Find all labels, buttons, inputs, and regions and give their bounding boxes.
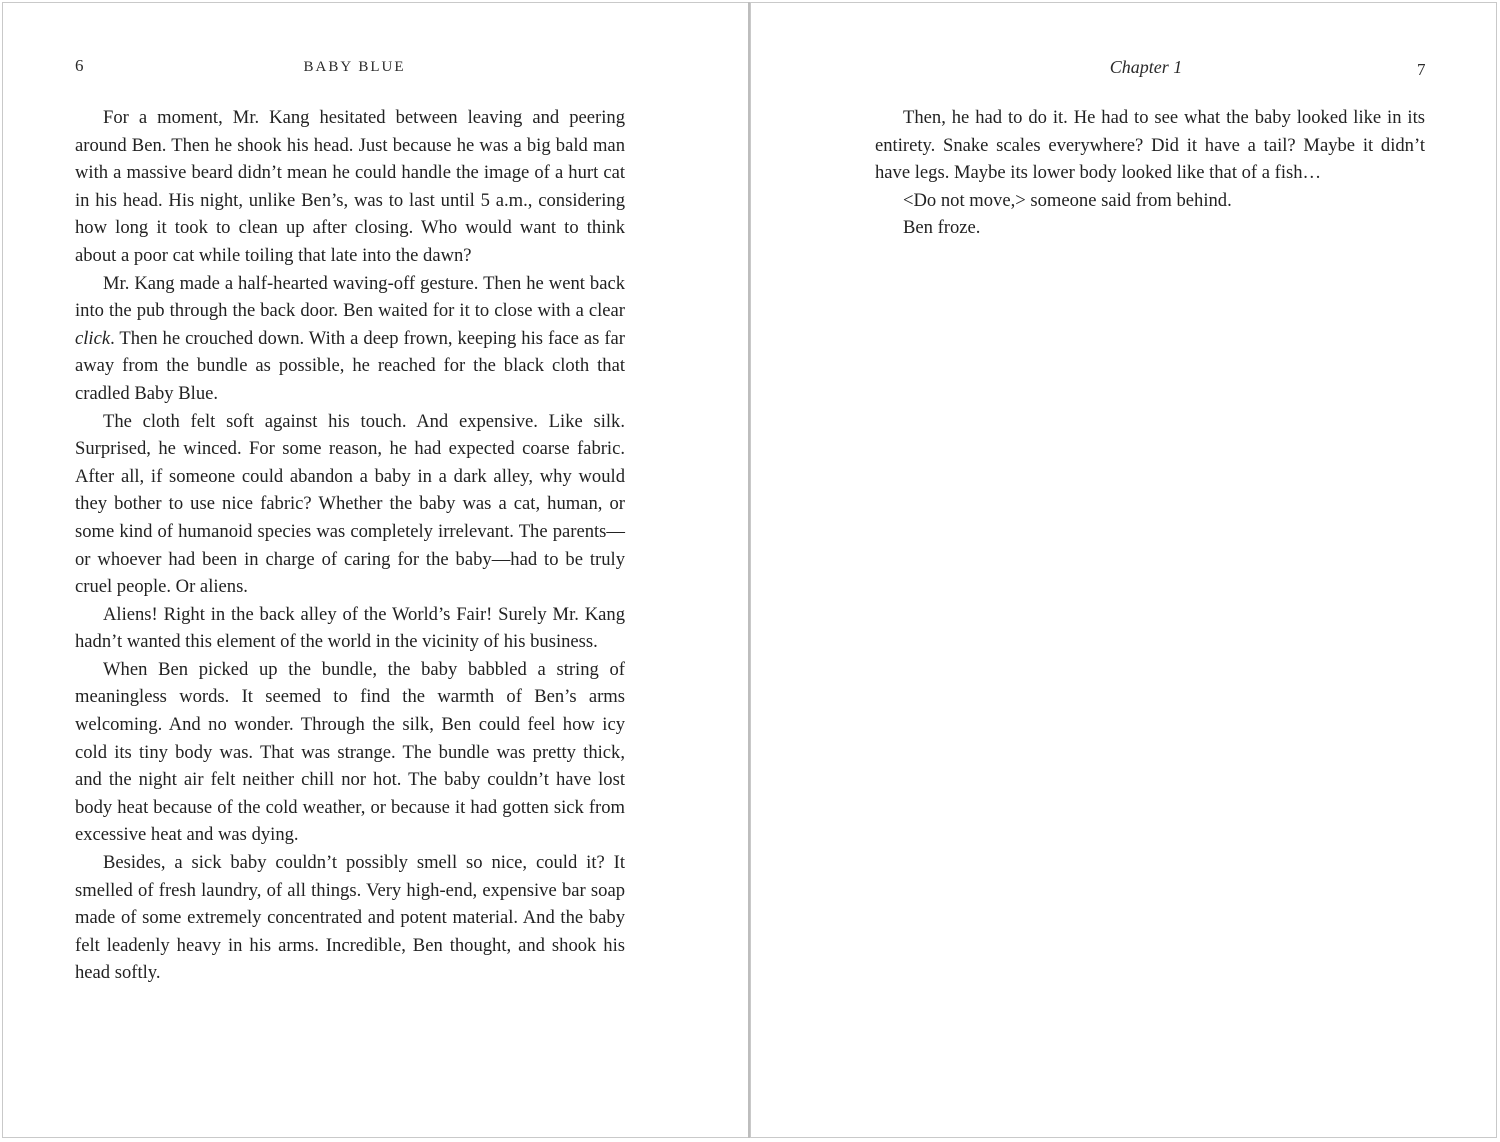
right-page <box>750 2 1497 1138</box>
paragraph: Besides, a sick baby couldn’t possibly smell so nice, could it? It smelled of fresh laundry, of all things. Very high-end, expensive bar soap made of some extremely concentrated and potent material. And the baby felt leadenly heavy in his arms. Incredible, Ben thought, and shook his head softly. <box>75 852 625 984</box>
paragraph: <Do not move,> someone said from behind. <box>903 189 1232 211</box>
paragraph: Aliens! Right in the back alley of the World’s Fair! Surely Mr. Kang hadn’t wanted this element of the world in the vicinity of his business. <box>75 603 625 653</box>
running-head-title: BABY BLUE <box>303 59 406 75</box>
paragraph: For a moment, Mr. Kang hesitated between leaving and peering around Ben. Then he shook his head. Just because he was a big bald man with a massive beard didn’t mean he could handle the image of a hurt cat in his head. His night, unlike Ben’s, was to last until 5 a.m., considering how long it took to clean up after closing. Who would want to think about a poor cat while toiling that late into the dawn? <box>75 107 625 266</box>
paragraph: Then, he had to do it. He had to see what the baby looked like in its entirety. Snake scales everywhere? Did it have a tail? Maybe it didn’t have legs. Maybe its lower body looked like that of a fish… <box>875 107 1425 184</box>
page-number: 6 <box>75 56 84 75</box>
paragraph: Mr. Kang made a half-hearted waving-off gesture. Then he went back into the pub through the back door. Ben waited for it to close with a clear click. Then he crouched down. With a deep frown, keeping his face as far away from the bundle as possible, he reached for the black cloth that cradled Baby Blue. <box>75 272 625 404</box>
running-head-chapter: Chapter 1 <box>1109 57 1183 77</box>
body-text <box>75 104 625 987</box>
italic-word: click <box>75 327 111 349</box>
left-page <box>2 2 750 1138</box>
paragraph: When Ben picked up the bundle, the baby babbled a string of meaningless words. It seemed to find the warmth of Ben’s arms welcoming. And no wonder. Through the silk, Ben could feel how icy cold its tiny body was. That was strange. The bundle was pretty thick, and the night air felt neither chill nor hot. The baby couldn’t have lost body heat because of the cold weather, or because it had gotten sick from excessive heat and was dying. <box>75 658 625 846</box>
body-text <box>875 104 1425 242</box>
page-number: 7 <box>1417 60 1426 79</box>
paragraph: Ben froze. <box>903 217 981 239</box>
paragraph: The cloth felt soft against his touch. And expensive. Like silk. Surprised, he winced. For some reason, he had expected coarse fabric. After all, if someone could abandon a baby in a dark alley, why would they bother to use nice fabric? Whether the baby was a cat, human, or some kind of humanoid species was completely irrelevant. The parents—or whoever had been in charge of caring for the baby—had to be truly cruel people. Or aliens. <box>75 410 625 598</box>
